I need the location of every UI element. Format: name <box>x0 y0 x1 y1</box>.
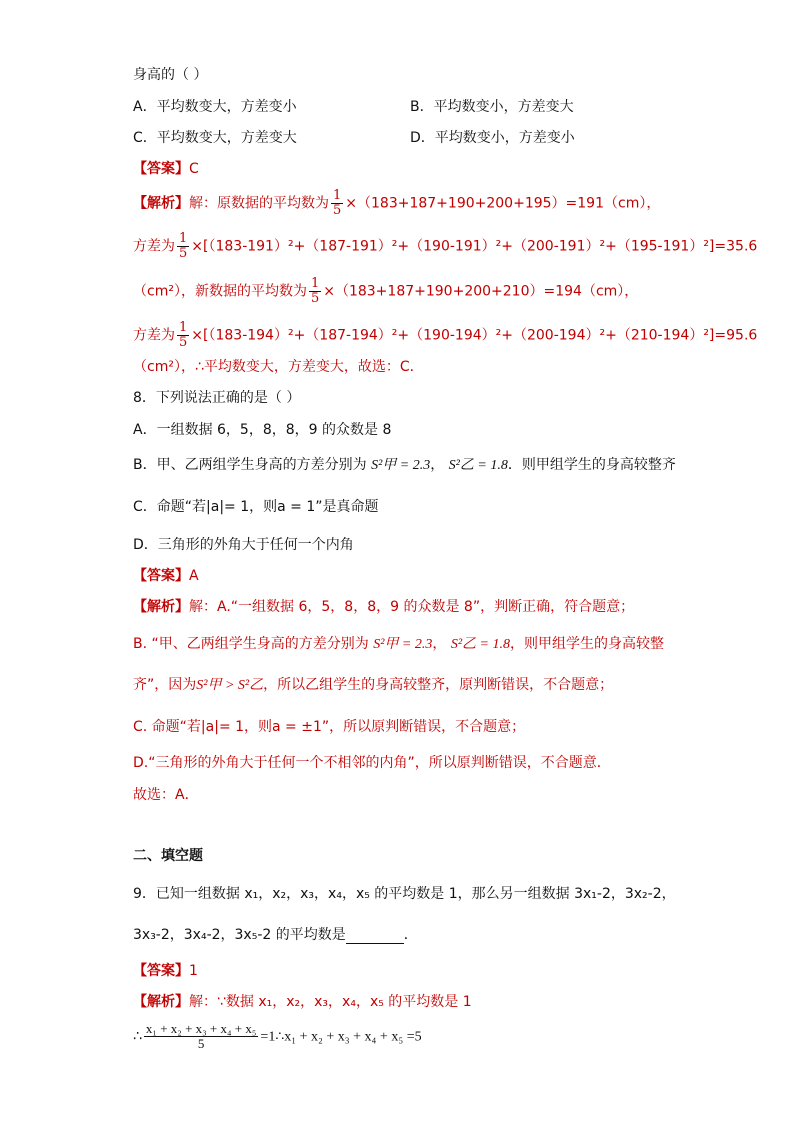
analysis-text: ×（183+187+190+200+210）=194（cm）， <box>323 283 639 300</box>
option-text: ．则甲组学生的身高较整齐 <box>507 457 676 473</box>
analysis-text: ×[（183-194）²+（187-194）²+（190-194）²+（200-194）²+（210-194）²]=95.6 <box>191 327 758 344</box>
q7-option-row-1 <box>133 98 297 116</box>
q9-stem-line-2 <box>133 926 418 944</box>
analysis-text: 解：∵数据 x₁，x₂，x₃，x₄，x₅ 的平均数是 1 <box>189 994 472 1010</box>
analysis-text: 解：原数据的平均数为 <box>189 195 329 212</box>
section-heading: 二、填空题 <box>133 848 203 864</box>
answer-tag: 【答案】 <box>133 963 189 979</box>
q7-option-a: A．平均数变大，方差变小 <box>133 99 297 115</box>
q8-analysis-line-4: C. 命题“若|a|= 1，则a = ±1”，所以原判断错误，不合题意； <box>133 719 526 735</box>
analysis-text: 方差为 <box>133 238 175 255</box>
q9-answer <box>133 962 198 980</box>
fraction-one-fifth: $\frac{1}{5}$ <box>333 188 342 218</box>
q9-stem-line-1: 9．已知一组数据 x₁，x₂，x₃，x₄，x₅ 的平均数是 1，那么另一组数据 3x₁-2，3x₂-2， <box>133 886 676 902</box>
variance-formula: S²甲 = 2.3 <box>373 637 433 652</box>
analysis-tag: 【解析】 <box>133 599 189 615</box>
q8-stem: 8．下列说法正确的是（ ） <box>133 390 301 406</box>
fraction-one-fifth: $\frac{1}{5}$ <box>310 276 320 306</box>
variance-formula: S²甲 = 2.3 <box>371 458 431 473</box>
analysis-text: ×（183+187+190+200+195）=191（cm）， <box>345 195 661 212</box>
answer-value: 1 <box>189 963 198 979</box>
therefore-symbol: ∴ <box>133 1028 142 1045</box>
q7-analysis-line-5: （cm²），∴平均数变大，方差变大，故选：C． <box>133 359 424 375</box>
q7-answer <box>133 160 199 178</box>
analysis-text: 方差为 <box>133 327 175 344</box>
q7-analysis-line-4 <box>133 321 757 350</box>
q8-analysis-line-1 <box>133 598 634 616</box>
analysis-text: （cm²），新数据的平均数为 <box>133 283 307 300</box>
answer-value: C <box>189 161 199 177</box>
analysis-text: ×[（183-191）²+（187-191）²+（190-191）²+（200-191）²+（195-191）²]=35.6 <box>191 238 758 255</box>
q8-answer <box>133 567 199 585</box>
variance-formula: S²乙 = 1.8 <box>448 458 508 473</box>
q8-analysis-line-5: D.“三角形的外角大于任何一个不相邻的内角”，所以原判断错误，不合题意． <box>133 755 611 771</box>
q7-option-b: B．平均数变小，方差变大 <box>410 99 574 115</box>
answer-tag: 【答案】 <box>133 568 189 584</box>
analysis-text: 齐”，因为 <box>133 677 197 693</box>
q9-analysis-line-2 <box>133 1022 422 1051</box>
stem-text: ． <box>403 927 418 943</box>
q8-option-d: D．三角形的外角大于任何一个内角 <box>133 537 354 553</box>
answer-blank[interactable] <box>346 929 404 944</box>
q8-analysis-line-6: 故选：A． <box>133 787 199 803</box>
q7-analysis-line-2 <box>133 232 757 261</box>
q8-option-c: C．命题“若|a|= 1，则a = 1”是真命题 <box>133 499 379 515</box>
analysis-text: ，所以乙组学生的身高较整齐，原判断错误，不合题意； <box>263 677 614 693</box>
fraction-sum-over-five: $\frac{\text{x₁ + x₂ + x₃ + x₄ + x₅}}{5}$ <box>145 1021 257 1051</box>
option-text: B．甲、乙两组学生身高的方差分别为 <box>133 457 367 473</box>
q8-analysis-line-3 <box>133 676 613 695</box>
fraction-one-fifth: $\frac{1}{5}$ <box>179 320 188 350</box>
q9-analysis-line-1 <box>133 993 472 1011</box>
stem-text: 3x₃-2，3x₄-2，3x₅-2 的平均数是 <box>133 927 346 943</box>
analysis-text: ，则甲组学生的身高较整 <box>509 636 664 652</box>
answer-tag: 【答案】 <box>133 161 189 177</box>
q7-analysis-line-1 <box>133 189 660 218</box>
q8-analysis-line-2: B. “甲、乙两组学生身高的方差分别为 S²甲 = 2.3， S²乙 = 1.8，则甲组学生的身高较整 <box>133 636 664 652</box>
q7-option-c: C．平均数变大，方差变大 <box>133 130 297 146</box>
equation-text: =1∴x₁ + x₂ + x₃ + x₄ + x₅ =5 <box>260 1029 422 1045</box>
q7-stem-tail: 身高的（ ） <box>133 67 208 83</box>
q8-option-a: A．一组数据 6，5，8，8，9 的众数是 8 <box>133 422 392 438</box>
analysis-tag: 【解析】 <box>133 195 189 212</box>
q8-option-b: B．甲、乙两组学生身高的方差分别为 S²甲 = 2.3， S²乙 = 1.8．则甲组学生的身高较整齐 <box>133 457 676 473</box>
analysis-text: B. “甲、乙两组学生身高的方差分别为 <box>133 636 369 652</box>
fraction-one-fifth: $\frac{1}{5}$ <box>179 231 188 261</box>
variance-formula: S²乙 = 1.8 <box>450 637 510 652</box>
analysis-text: 解：A.“一组数据 6，5，8，8，9 的众数是 8”，判断正确，符合题意； <box>189 599 635 615</box>
variance-comparison: S²甲 > S²乙 <box>196 678 264 693</box>
analysis-tag: 【解析】 <box>133 994 189 1010</box>
q7-option-d: D．平均数变小，方差变小 <box>410 130 575 146</box>
answer-value: A <box>189 568 199 584</box>
q7-analysis-line-3 <box>133 277 638 306</box>
